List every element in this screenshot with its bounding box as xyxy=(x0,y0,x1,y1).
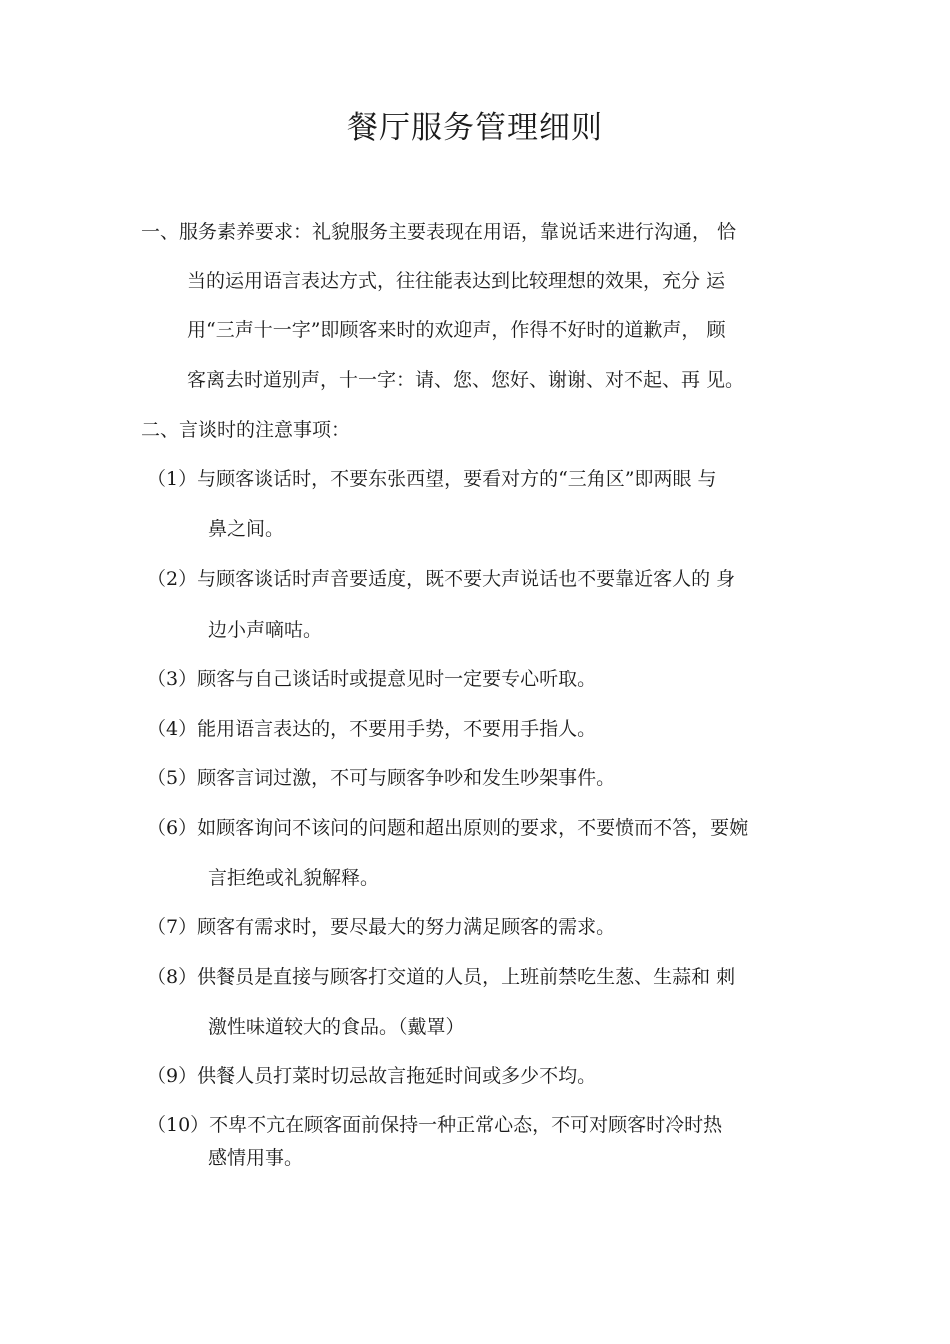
item-4: （4）能用语言表达的，不要用手势，不要用手指人。 xyxy=(147,718,597,740)
item-6-line-1: （6）如顾客询问不该问的问题和超出原则的要求，不要愤而不答，要婉 xyxy=(147,817,749,839)
item-10-line-1: （10）不卑不亢在顾客面前保持一种正常心态，不可对顾客时冷时热 xyxy=(147,1114,723,1136)
item-3: （3）顾客与自己谈话时或提意见时一定要专心听取。 xyxy=(147,668,597,690)
item-1-line-1: （1）与顾客谈话时，不要东张西望，要看对方的“三角区”即两眼 与 xyxy=(147,468,717,490)
section1-line-1: 一、服务素养要求：礼貌服务主要表现在用语，靠说话来进行沟通， 恰 xyxy=(141,221,737,243)
item-8-line-2: 激性味道较大的食品。（戴罩） xyxy=(208,1016,465,1038)
item-10-line-2: 感情用事。 xyxy=(208,1147,304,1169)
item-9: （9）供餐人员打菜时切忌故言拖延时间或多少不均。 xyxy=(147,1065,597,1087)
item-8-line-1: （8）供餐员是直接与顾客打交道的人员，上班前禁吃生葱、生蒜和 刺 xyxy=(147,966,736,988)
section1-line-2: 当的运用语言表达方式，往往能表达到比较理想的效果，充分 运 xyxy=(187,270,726,292)
item-1-line-2: 鼻之间。 xyxy=(208,518,285,540)
item-6-line-2: 言拒绝或礼貌解释。 xyxy=(208,867,380,889)
section1-line-3: 用“三声十一字”即顾客来时的欢迎声，作得不好时的道歉声， 顾 xyxy=(187,319,726,341)
item-7: （7）顾客有需求时，要尽最大的努力满足顾客的需求。 xyxy=(147,916,616,938)
document-title: 餐厅服务管理细则 xyxy=(347,110,603,146)
section2-heading: 二、言谈时的注意事项： xyxy=(141,419,351,441)
item-2-line-1: （2）与顾客谈话时声音要适度，既不要大声说话也不要靠近客人的 身 xyxy=(147,568,736,590)
item-2-line-2: 边小声嘀咕。 xyxy=(208,619,323,641)
item-5: （5）顾客言词过激，不可与顾客争吵和发生吵架事件。 xyxy=(147,767,616,789)
section1-line-4: 客离去时道别声，十一字：请、您、您好、谢谢、对不起、再 见。 xyxy=(187,369,745,391)
